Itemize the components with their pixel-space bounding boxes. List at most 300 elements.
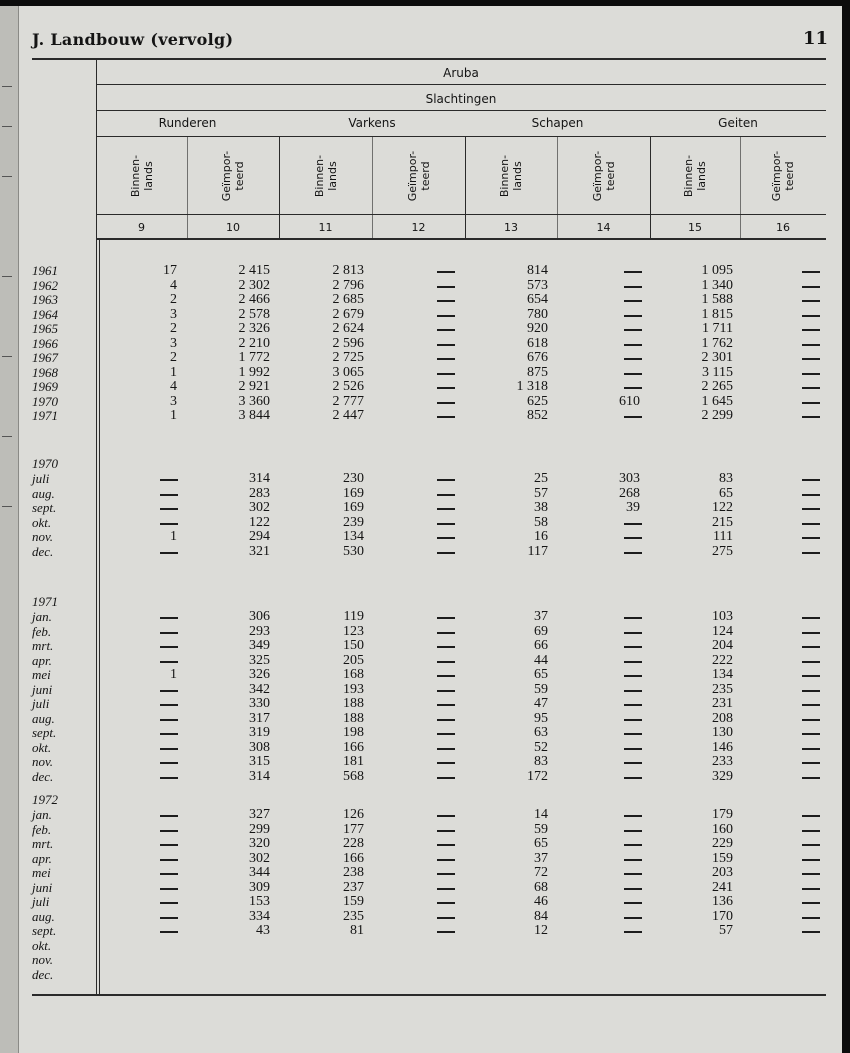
- cell-col-11: 2 813: [332, 263, 364, 278]
- cell-col-15: 122: [712, 500, 733, 515]
- cell-col-13: 37: [534, 850, 548, 866]
- cell-col-9: 2: [170, 321, 177, 336]
- cell-col-15: 2 301: [701, 350, 733, 365]
- cell-col-10: 302: [249, 850, 270, 866]
- dash-cell: [624, 661, 642, 663]
- dash-cell: [437, 617, 455, 619]
- cell-col-15: 1 588: [701, 292, 733, 307]
- cell-col-15: 103: [712, 609, 733, 624]
- dash-cell: [802, 690, 820, 692]
- subhead-binnenlands-5: Binnen- lands: [498, 154, 524, 198]
- column-number-15: 15: [688, 221, 702, 234]
- cell-col-10: 2 326: [238, 321, 270, 336]
- cell-col-11: 188: [343, 696, 364, 711]
- dash-cell: [160, 523, 178, 525]
- cell-col-10: 320: [249, 836, 270, 851]
- subhead-geimporteerd-6: Geïmpor- teerd: [590, 150, 617, 202]
- cell-col-11: 2 777: [332, 393, 364, 409]
- dash-cell: [802, 271, 820, 273]
- row-label: aug.: [32, 485, 55, 501]
- dash-cell: [160, 844, 178, 846]
- row-label: 1966: [32, 335, 58, 351]
- cell-col-13: 573: [527, 277, 548, 293]
- animal-header-geiten: Geiten: [718, 116, 758, 130]
- subhead-binnenlands-7: Binnen- lands: [682, 154, 708, 198]
- row-label: juli: [32, 696, 50, 711]
- cell-col-10: 2 921: [238, 379, 270, 394]
- dash-cell: [160, 646, 178, 648]
- cell-col-11: 150: [343, 638, 364, 653]
- cell-col-10: 294: [249, 529, 270, 544]
- dash-cell: [437, 552, 455, 554]
- dash-cell: [160, 931, 178, 933]
- dash-cell: [160, 617, 178, 619]
- row-label: 1962: [32, 277, 58, 293]
- cell-col-13: 814: [527, 263, 548, 278]
- cell-col-11: 228: [343, 836, 364, 851]
- dash-cell: [160, 733, 178, 735]
- row-label: mei: [32, 667, 51, 682]
- dash-cell: [624, 300, 642, 302]
- dash-cell: [802, 523, 820, 525]
- cell-col-11: 2 679: [332, 306, 364, 322]
- dash-cell: [437, 733, 455, 735]
- subhead-geimporteerd-8: Geïmpor- teerd: [770, 150, 796, 202]
- row-label: okt.: [32, 514, 52, 530]
- dash-cell: [802, 508, 820, 510]
- dash-cell: [802, 902, 820, 904]
- row-label: jan.: [32, 807, 52, 822]
- cell-col-10: 1 992: [238, 364, 270, 380]
- row-label: 1971: [32, 408, 58, 423]
- bottom-rule: [32, 994, 826, 996]
- dash-cell: [624, 329, 642, 331]
- cell-col-10: 2 210: [238, 335, 270, 351]
- cell-col-11: 2 526: [332, 379, 364, 394]
- cell-col-15: 124: [712, 623, 733, 639]
- cell-col-10: 3 844: [238, 408, 270, 423]
- dash-cell: [624, 387, 642, 389]
- cell-col-10: 299: [249, 821, 270, 837]
- cell-col-11: 238: [343, 865, 364, 880]
- cell-col-11: 166: [343, 850, 364, 866]
- row-label: 1965: [32, 321, 58, 336]
- cell-col-15: 235: [712, 681, 733, 697]
- cell-col-10: 314: [249, 768, 270, 784]
- column-number-13: 13: [504, 221, 518, 234]
- dash-cell: [437, 344, 455, 346]
- cell-col-13: 117: [527, 543, 548, 559]
- cell-col-11: 2 725: [332, 350, 364, 365]
- row-label: aug.: [32, 908, 55, 924]
- dash-cell: [160, 762, 178, 764]
- cell-col-13: 625: [527, 393, 548, 409]
- dash-cell: [437, 286, 455, 288]
- cell-col-10: 2 302: [238, 277, 270, 293]
- row-label: nov.: [32, 754, 54, 769]
- dash-cell: [802, 416, 820, 418]
- row-label: dec.: [32, 543, 54, 559]
- cell-col-15: 1 645: [701, 393, 733, 409]
- cell-col-15: 2 299: [701, 408, 733, 423]
- dash-cell: [802, 344, 820, 346]
- cell-col-11: 205: [343, 652, 364, 668]
- dash-cell: [437, 300, 455, 302]
- dash-cell: [160, 902, 178, 904]
- cell-col-11: 2 796: [332, 277, 364, 293]
- row-label: 1970: [32, 393, 58, 409]
- cell-col-13: 780: [527, 306, 548, 322]
- dash-cell: [624, 523, 642, 525]
- dash-cell: [160, 917, 178, 919]
- dash-cell: [437, 271, 455, 273]
- dash-cell: [802, 830, 820, 832]
- dash-cell: [437, 888, 455, 890]
- cell-col-9: 3: [170, 335, 177, 351]
- cell-col-15: 57: [719, 923, 733, 938]
- dash-cell: [624, 416, 642, 418]
- dash-cell: [437, 632, 455, 634]
- cell-col-13: 852: [527, 408, 548, 423]
- cell-col-13: 12: [534, 923, 548, 938]
- dash-cell: [802, 494, 820, 496]
- dash-cell: [437, 902, 455, 904]
- row-label: okt.: [32, 937, 52, 953]
- dash-cell: [802, 315, 820, 317]
- dash-cell: [802, 859, 820, 861]
- cell-col-11: 166: [343, 739, 364, 755]
- dash-cell: [160, 632, 178, 634]
- cell-col-11: 530: [343, 543, 364, 559]
- cell-col-13: 676: [527, 350, 548, 365]
- cell-col-10: 2 466: [238, 292, 270, 307]
- cell-col-11: 119: [343, 609, 364, 624]
- dash-cell: [624, 537, 642, 539]
- row-label: mrt.: [32, 836, 54, 851]
- dash-cell: [624, 762, 642, 764]
- row-label: nov.: [32, 952, 54, 967]
- dash-cell: [437, 777, 455, 779]
- cell-col-9: 3: [170, 393, 177, 409]
- cell-col-9: 1: [170, 408, 177, 423]
- group-year-label: 1972: [32, 792, 58, 807]
- cell-col-11: 181: [343, 754, 364, 769]
- dash-cell: [160, 888, 178, 890]
- cell-col-10: 325: [249, 652, 270, 668]
- dash-cell: [624, 675, 642, 677]
- dash-cell: [802, 873, 820, 875]
- cell-col-10: 3 360: [238, 393, 270, 409]
- dash-cell: [437, 479, 455, 481]
- row-label: mrt.: [32, 638, 54, 653]
- dash-cell: [437, 329, 455, 331]
- dash-cell: [437, 704, 455, 706]
- dash-cell: [160, 719, 178, 721]
- dash-cell: [802, 704, 820, 706]
- row-label: juli: [32, 471, 50, 486]
- dash-cell: [160, 815, 178, 817]
- dash-cell: [160, 494, 178, 496]
- dash-cell: [624, 646, 642, 648]
- cell-col-13: 875: [527, 364, 548, 380]
- dash-cell: [802, 844, 820, 846]
- section-title: J. Landbouw (vervolg): [32, 30, 234, 49]
- cell-col-10: 326: [249, 667, 270, 682]
- cell-col-10: 314: [249, 471, 270, 486]
- cell-col-10: 2 415: [238, 263, 270, 278]
- dash-cell: [160, 777, 178, 779]
- dash-cell: [437, 931, 455, 933]
- cell-col-13: 63: [534, 725, 548, 740]
- row-label: dec.: [32, 966, 54, 982]
- dash-cell: [624, 286, 642, 288]
- cell-col-13: 57: [534, 485, 548, 501]
- cell-col-11: 126: [343, 807, 364, 822]
- cell-col-15: 130: [712, 725, 733, 740]
- cell-col-13: 37: [534, 609, 548, 624]
- cell-col-13: 52: [534, 739, 548, 755]
- dash-cell: [437, 690, 455, 692]
- dash-cell: [437, 523, 455, 525]
- row-label: 1967: [32, 350, 58, 365]
- animal-header-varkens: Varkens: [348, 116, 396, 130]
- column-number-11: 11: [318, 221, 333, 234]
- cell-col-10: 321: [249, 543, 270, 559]
- animal-header-schapen: Schapen: [531, 116, 584, 130]
- cell-col-11: 568: [343, 768, 364, 784]
- cell-col-15: 1 095: [701, 263, 733, 278]
- cell-col-13: 59: [534, 681, 548, 697]
- cell-col-15: 134: [712, 667, 733, 682]
- dash-cell: [624, 902, 642, 904]
- dash-cell: [802, 358, 820, 360]
- cell-col-15: 1 340: [701, 277, 733, 293]
- dash-cell: [437, 387, 455, 389]
- dash-cell: [160, 479, 178, 481]
- dash-cell: [802, 733, 820, 735]
- cell-col-10: 344: [249, 865, 270, 880]
- dash-cell: [624, 917, 642, 919]
- row-label: feb.: [32, 821, 52, 837]
- dash-cell: [624, 617, 642, 619]
- dash-cell: [802, 815, 820, 817]
- row-label: 1964: [32, 306, 58, 322]
- cell-col-15: 3 115: [702, 364, 733, 380]
- dash-cell: [437, 844, 455, 846]
- cell-col-11: 177: [343, 821, 364, 837]
- cell-col-15: 65: [719, 485, 733, 501]
- cell-col-11: 81: [350, 923, 364, 938]
- cell-col-9: 2: [170, 350, 177, 365]
- dash-cell: [802, 762, 820, 764]
- dash-cell: [437, 830, 455, 832]
- dash-cell: [624, 888, 642, 890]
- dash-cell: [160, 859, 178, 861]
- cell-col-9: 1: [170, 667, 177, 682]
- cell-col-10: 334: [249, 908, 270, 924]
- dash-cell: [624, 931, 642, 933]
- dash-cell: [802, 300, 820, 302]
- cell-col-15: 208: [712, 710, 733, 726]
- cell-col-13: 25: [534, 471, 548, 486]
- row-label: juni: [32, 681, 53, 697]
- cell-col-15: 1 762: [701, 335, 733, 351]
- cell-col-11: 3 065: [332, 364, 364, 380]
- row-label: jan.: [32, 609, 52, 624]
- cell-col-10: 153: [249, 894, 270, 909]
- cell-col-11: 237: [343, 879, 364, 895]
- dash-cell: [437, 675, 455, 677]
- dash-cell: [160, 830, 178, 832]
- cell-col-11: 193: [343, 681, 364, 697]
- cell-col-13: 44: [534, 652, 548, 668]
- cell-col-15: 1 711: [702, 321, 733, 336]
- cell-col-15: 222: [712, 652, 733, 668]
- dash-cell: [437, 315, 455, 317]
- dash-cell: [624, 859, 642, 861]
- cell-col-13: 14: [534, 807, 548, 822]
- cell-col-10: 315: [249, 754, 270, 769]
- dash-cell: [160, 748, 178, 750]
- dash-cell: [160, 873, 178, 875]
- cell-col-9: 4: [170, 277, 177, 293]
- cell-col-10: 283: [249, 485, 270, 501]
- rule-animals: [96, 136, 826, 137]
- cell-col-13: 83: [534, 754, 548, 769]
- cell-col-14: 610: [619, 393, 640, 409]
- row-label: aug.: [32, 710, 55, 726]
- dash-cell: [437, 917, 455, 919]
- cell-col-11: 2 624: [332, 321, 364, 336]
- dash-cell: [802, 917, 820, 919]
- dash-cell: [802, 552, 820, 554]
- cell-col-11: 159: [343, 894, 364, 909]
- dash-cell: [437, 373, 455, 375]
- dash-cell: [802, 632, 820, 634]
- dash-cell: [802, 387, 820, 389]
- cell-col-15: 159: [712, 850, 733, 866]
- row-label: sept.: [32, 923, 57, 938]
- cell-col-15: 1 815: [701, 306, 733, 322]
- dash-cell: [437, 661, 455, 663]
- cell-col-10: 122: [249, 514, 270, 530]
- row-label: sept.: [32, 500, 57, 515]
- cell-col-11: 123: [343, 623, 364, 639]
- cell-col-15: 2 265: [701, 379, 733, 394]
- cell-col-11: 230: [343, 471, 364, 486]
- cell-col-11: 239: [343, 514, 364, 530]
- dash-cell: [437, 508, 455, 510]
- cell-col-11: 198: [343, 725, 364, 740]
- cell-col-13: 95: [534, 710, 548, 726]
- row-label: okt.: [32, 739, 52, 755]
- dash-cell: [437, 416, 455, 418]
- column-number-12: 12: [411, 221, 426, 234]
- dash-cell: [437, 646, 455, 648]
- dash-cell: [624, 815, 642, 817]
- cell-col-10: 349: [249, 638, 270, 653]
- cell-col-11: 134: [343, 529, 364, 544]
- vline-left-double: [99, 238, 100, 994]
- dash-cell: [160, 508, 178, 510]
- cell-col-13: 69: [534, 623, 548, 639]
- cell-col-11: 169: [343, 485, 364, 501]
- row-label: juni: [32, 879, 53, 895]
- cell-col-15: 111: [713, 529, 733, 544]
- dash-cell: [437, 402, 455, 404]
- dash-cell: [802, 675, 820, 677]
- cell-col-14: 268: [619, 485, 640, 501]
- cell-col-10: 1 772: [238, 350, 270, 365]
- column-number-10: 10: [226, 221, 240, 234]
- cell-col-13: 46: [534, 894, 548, 909]
- dash-cell: [437, 762, 455, 764]
- dash-cell: [624, 830, 642, 832]
- dash-cell: [802, 748, 820, 750]
- cell-col-13: 47: [534, 696, 548, 711]
- cell-col-10: 342: [249, 681, 270, 697]
- dash-cell: [624, 358, 642, 360]
- cell-col-9: 4: [170, 379, 177, 394]
- row-label: 1969: [32, 379, 58, 394]
- cell-col-15: 83: [719, 471, 733, 486]
- cell-col-15: 229: [712, 836, 733, 851]
- cell-col-10: 2 578: [238, 306, 270, 322]
- dash-cell: [624, 777, 642, 779]
- cell-col-13: 72: [534, 865, 548, 880]
- cell-col-13: 59: [534, 821, 548, 837]
- dash-cell: [802, 329, 820, 331]
- dash-cell: [802, 373, 820, 375]
- cell-col-13: 68: [534, 879, 548, 895]
- scanned-page: [0, 6, 842, 1053]
- cell-col-10: 306: [249, 609, 270, 624]
- cell-col-13: 172: [527, 768, 548, 784]
- cell-col-13: 618: [527, 335, 548, 351]
- cell-col-10: 308: [249, 739, 270, 755]
- row-label: feb.: [32, 623, 52, 639]
- cell-col-9: 17: [163, 263, 177, 278]
- cell-col-15: 231: [712, 696, 733, 711]
- dash-cell: [437, 748, 455, 750]
- dash-cell: [160, 704, 178, 706]
- row-label: nov.: [32, 529, 54, 544]
- subhead-binnenlands-3: Binnen- lands: [312, 154, 339, 198]
- cell-col-15: 275: [712, 543, 733, 559]
- group-year-label: 1970: [32, 456, 58, 471]
- cell-col-11: 2 685: [332, 292, 364, 307]
- region-header: Aruba: [443, 66, 479, 80]
- cell-col-13: 66: [534, 638, 548, 653]
- cell-col-11: 168: [343, 667, 364, 682]
- dash-cell: [624, 704, 642, 706]
- cell-col-10: 317: [249, 710, 270, 726]
- dash-cell: [624, 315, 642, 317]
- animal-header-runderen: Runderen: [158, 116, 217, 130]
- cell-col-13: 58: [534, 514, 548, 530]
- rule-region: [96, 84, 826, 85]
- dash-cell: [160, 552, 178, 554]
- subhead-geimporteerd-2: Geïmpor- teerd: [220, 150, 246, 202]
- dash-cell: [802, 286, 820, 288]
- cell-col-10: 43: [256, 923, 270, 938]
- cell-col-13: 16: [534, 529, 548, 544]
- cell-col-14: 303: [619, 471, 640, 486]
- page-number: 11: [803, 28, 829, 49]
- dash-cell: [437, 494, 455, 496]
- row-label: mei: [32, 865, 51, 880]
- cell-col-15: 233: [712, 754, 733, 769]
